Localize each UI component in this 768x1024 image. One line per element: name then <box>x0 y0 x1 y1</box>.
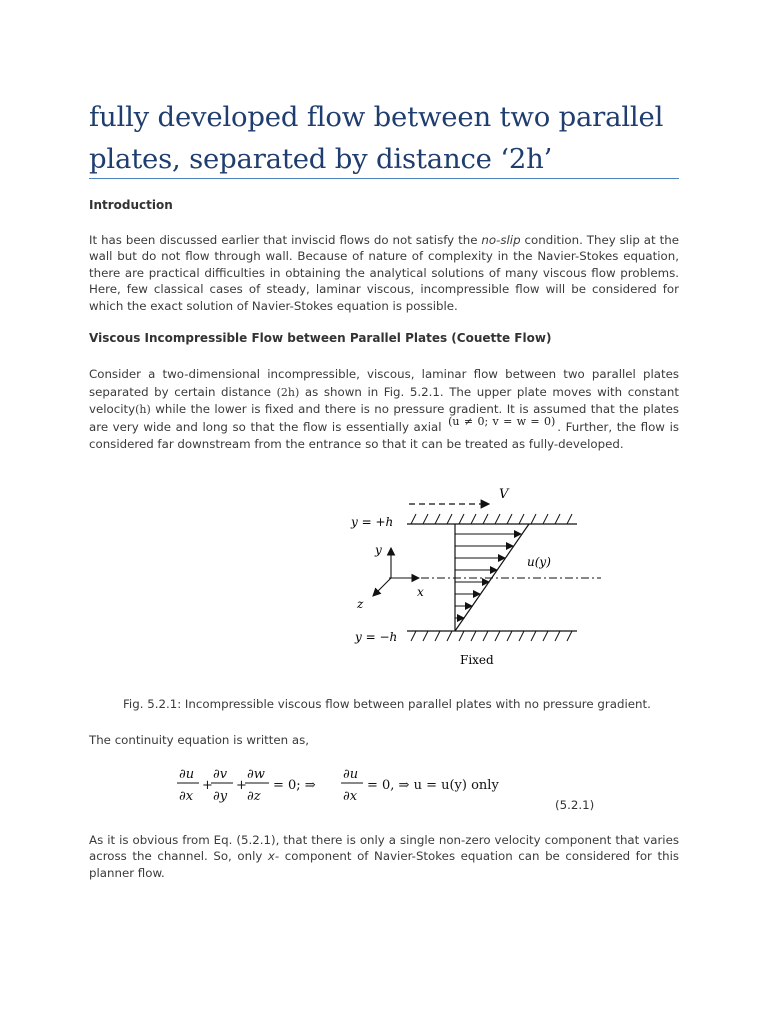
couette-flow-figure <box>259 482 619 676</box>
x-axis-label: x <box>417 585 424 599</box>
svg-text:∂x: ∂x <box>179 789 194 804</box>
svg-text:∂w: ∂w <box>247 767 265 782</box>
introduction-heading: Introduction <box>89 198 173 212</box>
couette-text-c: while the lower is fixed and there is no pressure gradient. It is assumed that the plates are very wide and long so that the flow is essentially axial <box>89 402 679 434</box>
closing-text-b: component of Navier-Stokes equation can be considered for this planner flow. <box>89 849 679 880</box>
svg-text:+: + <box>202 778 213 793</box>
velocity-symbol: (h) <box>135 403 151 417</box>
velocity-label: V <box>499 487 509 502</box>
svg-text:∂u: ∂u <box>343 767 359 782</box>
couette-text-a: Consider a two-dimensional incompressible, viscous, laminar flow between two parallel plates separated by certain distance <box>89 367 679 399</box>
continuity-equation <box>177 762 499 816</box>
z-axis-arrow <box>373 578 391 596</box>
introduction-paragraph <box>89 232 679 314</box>
svg-text:∂y: ∂y <box>213 789 228 804</box>
closing-paragraph <box>89 832 679 881</box>
couette-flow-diagram <box>259 482 619 672</box>
svg-text:∂u: ∂u <box>179 767 195 782</box>
continuity-equation-svg <box>177 762 499 812</box>
couette-heading: Viscous Incompressible Flow between Parallel Plates (Couette Flow) <box>89 331 552 345</box>
closing-text-a: As it is obvious from Eq. (5.2.1), that there is only a single non-zero velocity component that varies across the channel. So, only <box>89 833 679 864</box>
x-component-term: x- <box>267 849 280 864</box>
svg-text:∂z: ∂z <box>247 789 261 804</box>
figure-caption: Fig. 5.2.1: Incompressible viscous flow between parallel plates with no pressure gradient. <box>123 697 651 711</box>
svg-text:∂x: ∂x <box>343 789 358 804</box>
y-axis-label: y <box>375 543 382 557</box>
equation-rhs-1: = 0; ⇒ <box>273 778 316 793</box>
u-of-y-label: u(y) <box>527 555 551 569</box>
top-plate-hatching <box>411 514 572 524</box>
continuity-intro: The continuity equation is written as, <box>89 733 309 747</box>
y-bottom-label: y = −h <box>355 630 398 644</box>
couette-text-b: as shown in Fig. 5.2.1. The upper plate moves with constant velocity <box>89 384 680 417</box>
bottom-plate-hatching <box>411 631 572 641</box>
z-axis-label: z <box>357 597 364 611</box>
equation-rhs-2: = 0, ⇒ u = u(y) only <box>367 778 499 793</box>
couette-paragraph <box>89 366 679 454</box>
intro-text-a: It has been discussed earlier that inviscid flows do not satisfy the <box>89 233 482 247</box>
couette-text-d: . Further, the flow is considered far downstream from the entrance so that it can be treated as fully-developed. <box>89 419 679 452</box>
svg-text:∂v: ∂v <box>213 767 228 782</box>
axial-flow-equation: (u ≠ 0; v = w = 0) <box>448 414 556 428</box>
title-underline <box>89 178 679 179</box>
y-top-label: y = +h <box>351 515 394 529</box>
equation-number: (5.2.1) <box>555 798 595 812</box>
no-slip-term: no-slip <box>481 233 521 247</box>
svg-text:+: + <box>236 778 247 793</box>
velocity-arrows <box>455 534 521 618</box>
intro-text-b: condition. They slip at the wall but do not flow through wall. Because of nature of complexity in the Navier-Stokes equation, there are practical difficulties in obtaining the analytical solutions of many viscous flow problems. Here, few classical cases of steady, laminar viscous, incompressible flow will be considered for which the exact solution of Navier-Stokes equation is possible. <box>89 233 679 313</box>
distance-symbol: (2h) <box>276 385 300 399</box>
fixed-label: Fixed <box>460 653 494 667</box>
page-title: fully developed flow between two parallel plates, separated by distance ‘2h’ <box>89 101 664 175</box>
